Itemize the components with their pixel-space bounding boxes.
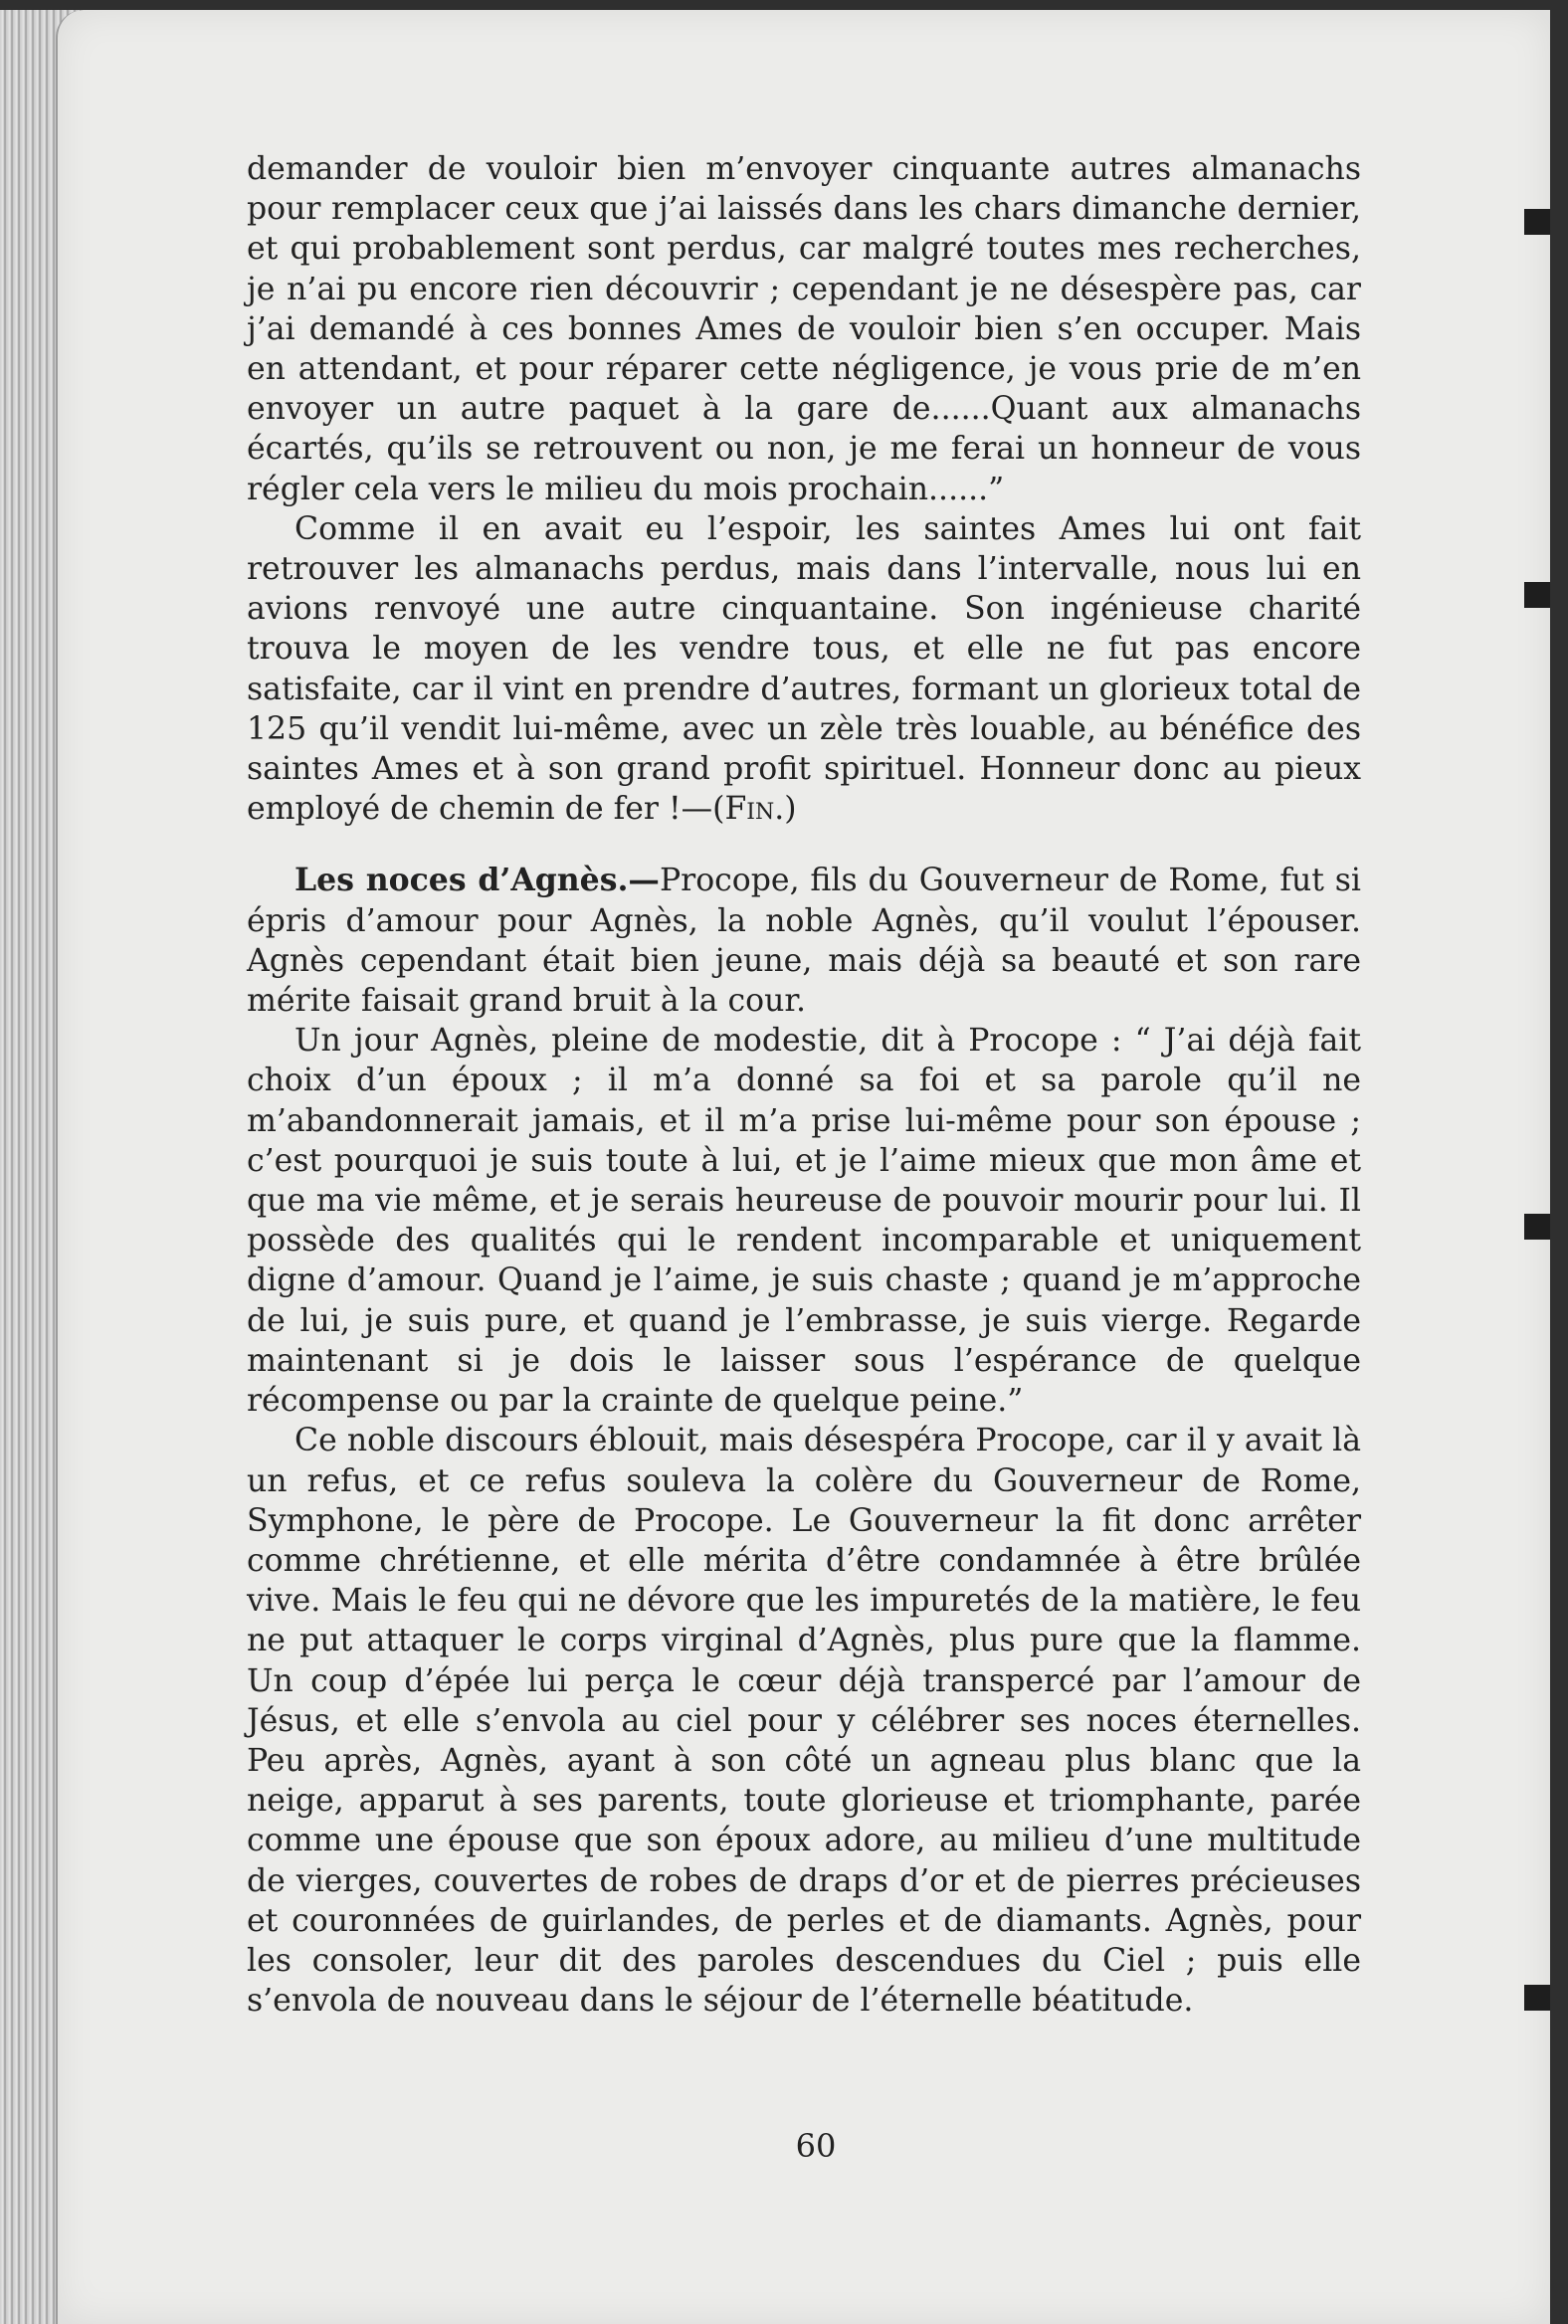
binding-tab [1524,209,1550,235]
binding-tab [1524,582,1550,608]
paragraph-almanachs [247,509,1361,830]
binding-tab [1524,1985,1550,2011]
paragraph-almanachs-text: Comme il en avait eu l’espoir, les saintes Ames lui ont fait retrouver les almanachs perdus, mais dans l’intervalle, nous lui en avions renvoyé une autre cinquantaine. Son ingénieuse charité trouva le moyen de les vendre tous, et elle ne fut pas encore satisfaite, car il vint en prendre d’autres, formant un glorieux total de 125 qu’il vendit lui-même, avec un zèle très louable, au bénéfice des saintes Ames et à son grand profit spirituel. Honneur donc au pieux employé de chemin de fer !—( [247,510,1361,828]
paragraph-agnes-speech: Un jour Agnès, pleine de modestie, dit à Procope : “ J’ai déjà fait choix d’un époux ; il m’a donné sa foi et sa parole qu’il ne m’abandonnerait jamais, et il m’a prise lui-même pour son épouse ; c’est pourquoi je suis toute à lui, et je l’aime mieux que mon âme et que ma vie même, et je serais heureuse de pouvoir mourir pour lui. Il possède des qualités qui le rendent incomparable et uniquement digne d’amour. Quand je l’aime, je suis chaste ; quand je m’approche de lui, je suis pure, et quand je l’embrasse, je suis vierge. Regarde maintenant si je dois le laisser sous l’espérance de quelque récompense ou par la crainte de quelque peine.” [247,1023,1361,1420]
page-text [247,149,1361,2021]
section-opening [247,861,1361,1021]
fin-label: Fin. [724,791,785,828]
binding-tab [1524,1214,1550,1240]
section-heading: Les noces d’Agnès.— [294,862,660,899]
fin-close: ) [784,791,797,828]
paragraph-martyrdom: Ce noble discours éblouit, mais désespéra Procope, car il y avait là un refus, et ce refus souleva la colère du Gouverneur de Rome, Symphone, le père de Procope. Le Gouverneur la fit donc arrêter comme chrétienne, et elle mérita d’être condamnée à être brûlée vive. Mais le feu qui ne dévore que les impuretés de la matière, le feu ne put attaquer le corps virginal d’Agnès, plus pure que la flamme. Un coup d’épée lui perça le cœur déjà transpercé par l’amour de Jésus, et elle s’envola au ciel pour y célébrer ses noces éternelles. Peu après, Agnès, ayant à son côté un agneau plus blanc que la neige, apparut à ses parents, toute glorieuse et triomphante, parée comme une épouse que son époux adore, au milieu d’une multitude de vierges, couvertes de robes de draps d’or et de pierres précieuses et couronnées de guirlandes, de perles et de diamants. Agnès, pour les consoler, leur dit des paroles descendues du Ciel ; puis elle s’envola de nouveau dans le séjour de l’éternelle béatitude. [247,1423,1361,2020]
paragraph-continued: demander de vouloir bien m’envoyer cinquante autres almanachs pour remplacer ceux que j’ai laissés dans les chars dimanche dernier, et qui probablement sont perdus, car malgré toutes mes recherches, je n’ai pu encore rien découvrir ; cependant je ne désespère pas, car j’ai demandé à ces bonnes Ames de vouloir bien s’en occuper. Mais en attendant, et pour réparer cette négligence, je vous prie de m’en envoyer un autre paquet à la gare de......Quant aux almanachs écartés, qu’ils se retrouvent ou non, je me ferai un honneur de vous régler cela vers le milieu du mois prochain......” [247,151,1361,507]
page-number: 60 [795,2127,837,2165]
section-opening-text: Procope, fils du Gouverneur de Rome, fut si épris d’amour pour Agnès, la noble Agnès, qu’il voulut l’épouser. Agnès cependant était bien jeune, mais déjà sa beauté et son rare mérite faisait grand bruit à la cour. [247,863,1362,1020]
